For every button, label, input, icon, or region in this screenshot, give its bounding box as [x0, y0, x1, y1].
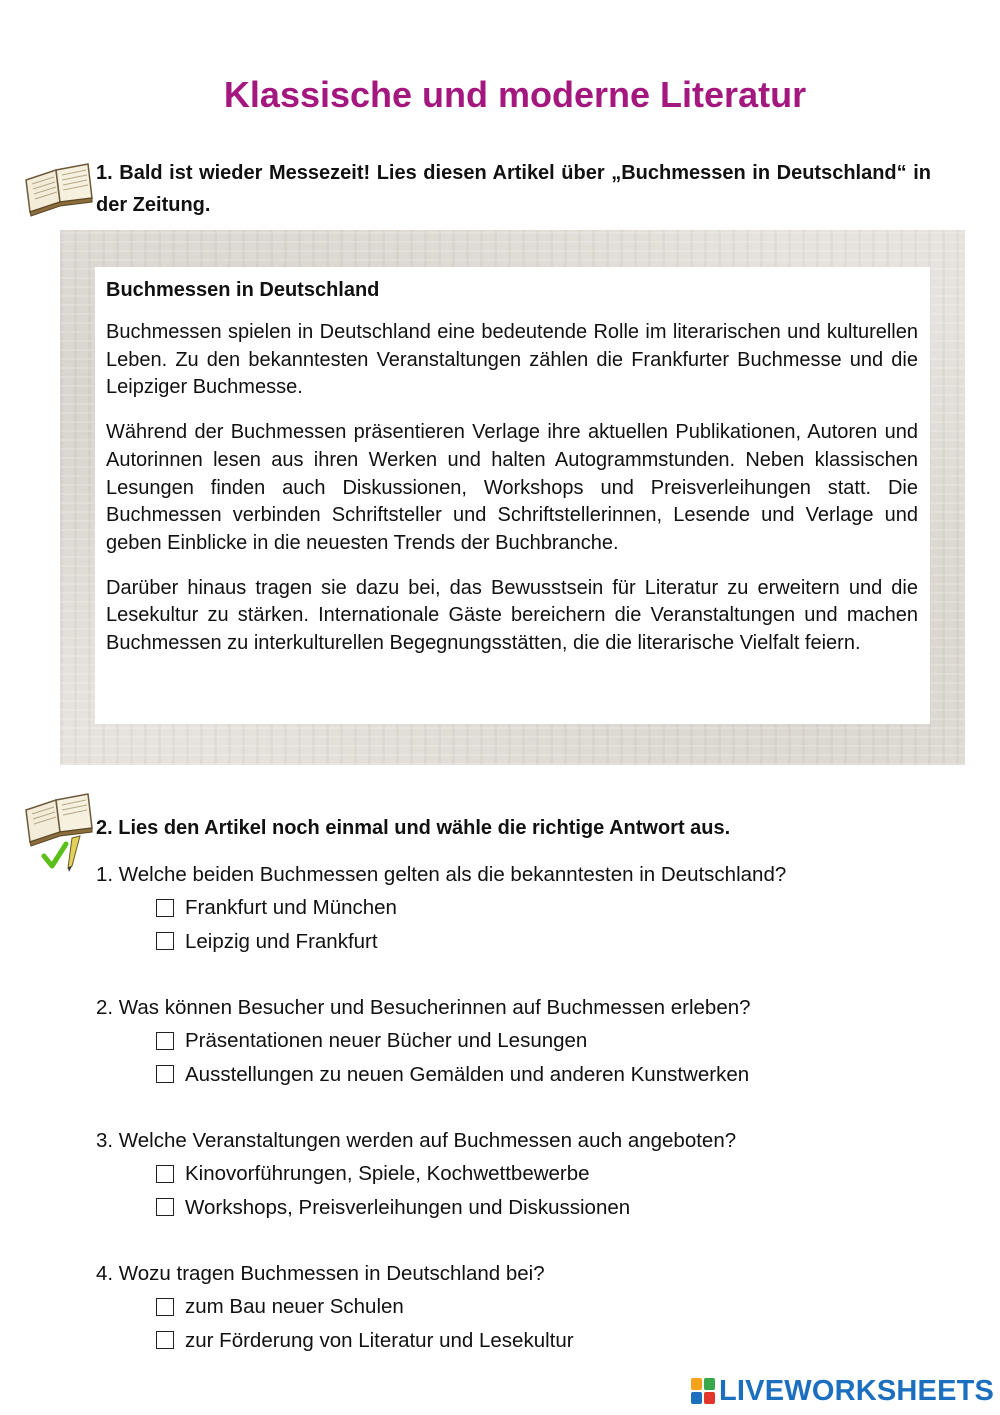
checkbox[interactable]: [156, 899, 174, 917]
checkbox[interactable]: [156, 1065, 174, 1083]
option-label: zur Förderung von Literatur und Lesekultur: [185, 1328, 574, 1352]
answer-option[interactable]: [96, 1024, 976, 1058]
answer-option[interactable]: [96, 1324, 976, 1358]
question-text: 2. Was können Besucher und Besucherinnen auf Buchmessen erleben?: [96, 996, 751, 1019]
option-label: Leipzig und Frankfurt: [185, 929, 378, 953]
liveworksheets-logo-icon: [690, 1377, 716, 1405]
page-title: Klassische und moderne Literatur: [223, 74, 807, 115]
answer-option[interactable]: [96, 1191, 976, 1225]
question-text: 4. Wozu tragen Buchmessen in Deutschland bei?: [96, 1262, 545, 1285]
checkbox[interactable]: [156, 1165, 174, 1183]
liveworksheets-brand[interactable]: [690, 1373, 994, 1409]
checkbox[interactable]: [156, 1331, 174, 1349]
question-list: [96, 858, 976, 1390]
open-book-icon: [22, 158, 94, 218]
question-item: [96, 858, 976, 958]
option-label: Präsentationen neuer Bücher und Lesungen: [185, 1029, 588, 1052]
question-text: 3. Welche Veranstaltungen werden auf Buchmessen auch angeboten?: [96, 1129, 737, 1152]
article-heading: Buchmessen in Deutschland: [106, 279, 380, 301]
book-pencil-check-icon: [22, 788, 94, 872]
article-paragraph: Während der Buchmessen präsentieren Verlage ihre aktuellen Publikationen, Autoren und Autorinnen lesen aus ihren Werken und halten Autogrammstunden. Neben klassischen Lesungen finden auch Diskussionen, Workshops und Preisverleihungen statt. Die Buchmessen verbinden Schriftsteller und Schriftstellerinnen, Lesende und Verlage und geben Einblicke in die neuesten Trends der Buchbranche.: [106, 421, 918, 554]
question-item: [96, 991, 976, 1091]
answer-option[interactable]: [96, 891, 976, 925]
answer-option[interactable]: [96, 1157, 976, 1191]
question-item: [96, 1124, 976, 1224]
option-label: Kinovorführungen, Spiele, Kochwettbewerbe: [185, 1162, 590, 1185]
question-item: [96, 1257, 976, 1357]
checkbox[interactable]: [156, 1298, 174, 1316]
article-paragraph: Darüber hinaus tragen sie dazu bei, das Bewusstsein für Literatur zu erweitern und die Lesekultur zu stärken. Internationale Gäste bereichern die Veranstaltungen und machen Buchmessen zu interkulturellen Begegnungsstätten, die die literarische Vielfalt feiern.: [106, 576, 918, 655]
task2-instruction: 2. Lies den Artikel noch einmal und wähle die richtige Antwort aus.: [96, 817, 731, 839]
answer-option[interactable]: [96, 1290, 976, 1324]
task1-instruction: 1. Bald ist wieder Messezeit! Lies diesen Artikel über „Buchmessen in Deutschland“ in der Zeitung.: [96, 162, 931, 216]
option-label: Ausstellungen zu neuen Gemälden und anderen Kunstwerken: [185, 1062, 750, 1086]
option-label: zum Bau neuer Schulen: [185, 1295, 404, 1318]
checkbox[interactable]: [156, 1032, 174, 1050]
question-text: 1. Welche beiden Buchmessen gelten als die bekanntesten in Deutschland?: [96, 863, 787, 886]
brand-text: LIVEWORKSHEETS: [719, 1374, 995, 1407]
option-label: Workshops, Preisverleihungen und Diskussionen: [185, 1195, 631, 1219]
article-paragraph: Buchmessen spielen in Deutschland eine bedeutende Rolle im literarischen und kulturellen Leben. Zu den bekanntesten Veranstaltungen zählen die Frankfurter Buchmesse und die Leipziger Buchmesse.: [106, 321, 918, 399]
checkbox[interactable]: [156, 932, 174, 950]
article-box: [95, 267, 930, 724]
checkbox[interactable]: [156, 1198, 174, 1216]
answer-option[interactable]: [96, 1058, 976, 1092]
answer-option[interactable]: [96, 925, 976, 959]
option-label: Frankfurt und München: [185, 896, 397, 919]
